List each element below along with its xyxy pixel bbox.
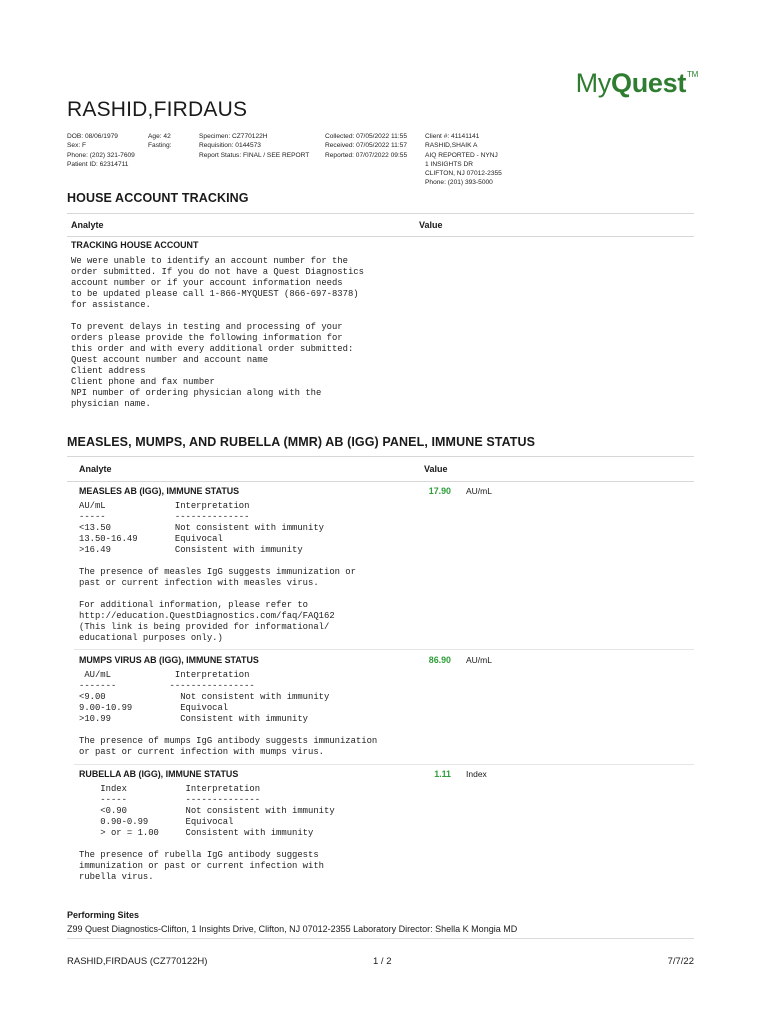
dob: DOB: 08/06/1979 <box>67 133 118 140</box>
myquest-logo <box>576 68 698 99</box>
age: Age: 42 <box>148 133 171 140</box>
analyte-rubella: RUBELLA AB (IGG), IMMUNE STATUS <box>79 769 239 779</box>
footer-patient: RASHID,FIRDAUS (CZ770122H) <box>67 956 208 967</box>
client-address-2: CLIFTON, NJ 07012-2355 <box>425 170 502 178</box>
section-title-mmr: MEASLES, MUMPS, AND RUBELLA (MMR) AB (IGG) PANEL, IMMUNE STATUS <box>67 435 536 449</box>
fasting: Fasting: <box>148 142 172 150</box>
column-value: Value <box>424 464 448 474</box>
demographics-col-2 <box>148 132 171 151</box>
collected: Collected: 07/05/2022 11:55 <box>325 133 407 140</box>
row-divider <box>74 649 694 650</box>
demographics-col-3 <box>199 132 309 160</box>
reported: Reported: 07/07/2022 09:55 <box>325 151 408 159</box>
demographics-col-5 <box>425 132 502 188</box>
unit-rubella: Index <box>466 769 487 779</box>
logo-tm: TM <box>687 70 698 79</box>
client-name: RASHID,SHAIK A <box>425 142 478 150</box>
column-analyte: Analyte <box>71 220 104 230</box>
requisition: Requisition: 0144573 <box>199 142 261 150</box>
section-title-house-account: HOUSE ACCOUNT TRACKING <box>67 191 249 205</box>
table-header-house-account <box>67 213 694 237</box>
specimen: Specimen: CZ770122H <box>199 133 268 140</box>
client-phone: Phone: (201) 393-5000 <box>425 179 493 187</box>
client-number: Client #: 41141141 <box>425 133 480 140</box>
table-header-mmr <box>67 456 694 482</box>
unit-measles: AU/mL <box>466 486 492 496</box>
analyte-mumps: MUMPS VIRUS AB (IGG), IMMUNE STATUS <box>79 655 259 665</box>
value-mumps: 86.90 <box>428 655 451 665</box>
patient-id: Patient ID: 62314711 <box>67 160 129 168</box>
footer-page-number: 1 / 2 <box>373 956 392 967</box>
column-value: Value <box>419 220 443 230</box>
unit-mumps: AU/mL <box>466 655 492 665</box>
measles-comment: AU/mL Interpretation ----- -------------- <13.50 Not consistent with immunity 13.50-16.49 Equivocal >16.49 Consistent with immunity The presence of measles IgG suggests immunization or past or current infection with measles virus. For additional information, please refer to http://education.QuestDiagnostics.com/faq/FAQ162 (This link is being provided for informational/ educational purposes only.) <box>79 501 356 643</box>
tracking-comment: We were unable to identify an account number for the order submitted. If you do not have a Quest Diagnostics account number or if your account information needs to be updated please call 1-866-MYQUEST (866-697-8378) for assistance. To prevent delays in testing and processing of your orders please provide the following information for this order and with every additional order submitted: Quest account number and account name Client address Client phone and fax number NPI number of ordering physician along with the physician name. <box>71 256 364 409</box>
mumps-comment: AU/mL Interpretation ------- ---------------- <9.00 Not consistent with immunity 9.00-10.99 Equivocal >10.99 Consistent with immunity The presence of mumps IgG antibody suggests immunization or past or current infection with mumps virus. <box>79 670 378 757</box>
demographics-col-1 <box>67 132 135 169</box>
phone: Phone: (202) 321-7609 <box>67 151 135 159</box>
analyte-measles: MEASLES AB (IGG), IMMUNE STATUS <box>79 486 240 496</box>
analyte-tracking-house-account: TRACKING HOUSE ACCOUNT <box>71 240 199 250</box>
performing-sites-text: Z99 Quest Diagnostics-Clifton, 1 Insights Drive, Clifton, NJ 07012-2355 Laboratory Director: Shella K Mongia MD <box>67 924 518 934</box>
value-measles: 17.90 <box>428 486 451 496</box>
footer-date: 7/7/22 <box>667 956 694 967</box>
rubella-comment: Index Interpretation ----- -------------- <0.90 Not consistent with immunity 0.90-0.99 Equivocal > or = 1.00 Consistent with immunity The presence of rubella IgG antibody suggests immunization or past or current infection with rubella virus. <box>79 784 335 882</box>
logo-my: My <box>575 68 612 98</box>
sex: Sex: F <box>67 142 87 150</box>
demographics-col-4 <box>325 132 407 160</box>
performing-sites-title: Performing Sites <box>67 910 140 920</box>
patient-name: RASHID,FIRDAUS <box>67 98 248 121</box>
received: Received: 07/05/2022 11:57 <box>325 142 407 150</box>
report-status: Report Status: FINAL / SEE REPORT <box>199 151 310 159</box>
footer-divider <box>67 938 694 939</box>
client-address-1: 1 INSIGHTS DR <box>425 160 473 168</box>
client-reported: AIQ REPORTED - NYNJ <box>425 151 498 159</box>
column-analyte: Analyte <box>79 464 112 474</box>
logo-quest: Quest <box>611 68 687 98</box>
value-rubella: 1.11 <box>434 769 451 779</box>
row-divider <box>74 764 694 765</box>
